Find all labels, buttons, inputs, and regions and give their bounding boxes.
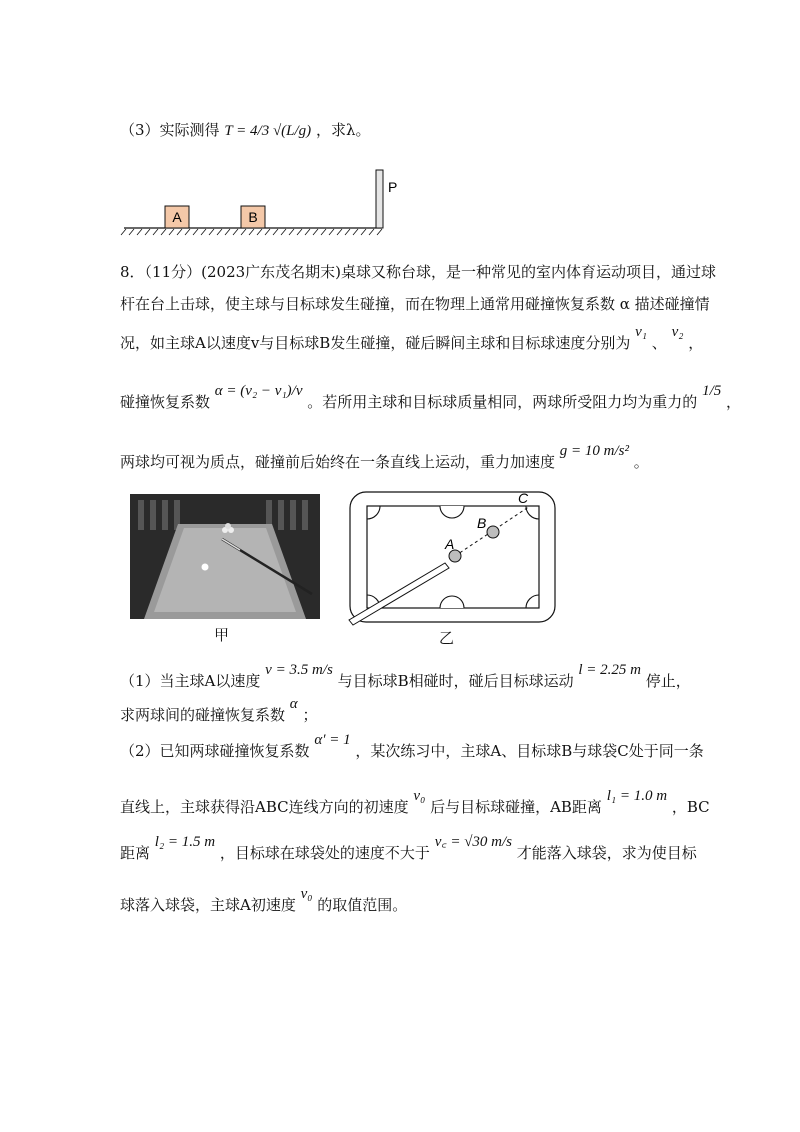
sub2-line4-text-b: 的取值范围。 bbox=[317, 896, 408, 914]
q8-line3-sep: 、 bbox=[651, 334, 667, 352]
distance-l: l = 2.25 m bbox=[578, 662, 642, 678]
q8-line4-end: ， bbox=[726, 393, 742, 411]
gravity-value: g = 10 m/s² bbox=[559, 443, 630, 459]
sub2-line4-text: 球落入球袋，主球A初速度 bbox=[120, 896, 296, 914]
q8-line4-text: 碰撞恢复系数 bbox=[120, 393, 211, 411]
q8-line1: 8．（11分）(2023广东茂名期末)桌球又称台球，是一种常见的室内体育运动项目，通过球 bbox=[120, 263, 717, 281]
label-b: B bbox=[477, 515, 487, 531]
block-b-label: B bbox=[248, 209, 258, 225]
initial-speed-v0: v₀ bbox=[413, 788, 426, 804]
sub2-line2-text-b: 后与目标球碰撞，AB距离 bbox=[430, 798, 602, 816]
sub2-line3-text-b: ，目标球在球袋处的速度不大于 bbox=[219, 844, 430, 862]
sub2-line3-text: 距离 bbox=[120, 844, 151, 862]
v1-symbol: v₁ bbox=[635, 324, 647, 340]
sub1-text-a: （1）当主球A以速度 bbox=[120, 672, 261, 690]
sub2-text-a: （2）已知两球碰撞恢复系数 bbox=[120, 742, 310, 760]
q8-line4 bbox=[120, 383, 742, 413]
q8-line3-end: ， bbox=[688, 334, 704, 352]
q3-line bbox=[120, 120, 370, 141]
q8-line2: 杆在台上击球，使主球与目标球发生碰撞，而在物理上通常用碰撞恢复系数 α 描述碰撞情 bbox=[120, 295, 710, 313]
caption-left: 甲 bbox=[214, 626, 230, 644]
v2-symbol: v₂ bbox=[671, 324, 684, 340]
sub1-line2-text: 求两球间的碰撞恢复系数 bbox=[120, 706, 286, 724]
blocks-figure bbox=[120, 165, 400, 240]
sub1-text-c: 停止， bbox=[645, 672, 691, 690]
label-a: A bbox=[445, 536, 455, 552]
q3-formula: T = 4/3 √(L/g) bbox=[224, 123, 312, 139]
q3-prefix: （3）实际测得 bbox=[120, 121, 220, 139]
caption-right: 乙 bbox=[439, 629, 455, 647]
q8-line4-text-b: 。若所用主球和目标球质量相同，两球所受阻力均为重力的 bbox=[307, 393, 698, 411]
wall-p bbox=[376, 170, 383, 228]
alpha-symbol: α bbox=[289, 696, 298, 712]
distance-l2: l₂ = 1.5 m bbox=[154, 834, 216, 850]
q8-line3 bbox=[120, 324, 704, 354]
speed-v: v = 3.5 m/s bbox=[265, 662, 333, 678]
q8-line5-text: 两球均可视为质点，碰撞前后始终在一条直线上运动，重力加速度 bbox=[120, 453, 556, 471]
wall-label: P bbox=[388, 179, 398, 195]
drag-fraction: 1/5 bbox=[702, 383, 722, 399]
sub2-line4 bbox=[120, 886, 408, 916]
label-c: C bbox=[518, 490, 529, 506]
sub2-line1 bbox=[120, 732, 704, 762]
sub1-line1 bbox=[120, 662, 691, 692]
alpha-prime: α′ = 1 bbox=[314, 732, 351, 748]
block-a-label: A bbox=[172, 209, 182, 225]
table-diagram bbox=[345, 489, 560, 629]
sub1-text-b: 与目标球B相碰时，碰后目标球运动 bbox=[337, 672, 574, 690]
sub2-line2-text: 直线上，主球获得沿ABC连线方向的初速度 bbox=[120, 798, 409, 816]
distance-l1: l₁ = 1.0 m bbox=[606, 788, 668, 804]
billiards-photo bbox=[130, 494, 320, 619]
sub2-text-b: ，某次练习中，主球A、目标球B与球袋C处于同一条 bbox=[355, 742, 704, 760]
pocket-speed-vc: v꜀ = √30 m/s bbox=[434, 834, 513, 850]
sub2-line3-text-c: 才能落入球袋，求为使目标 bbox=[516, 844, 697, 862]
q3-suffix: ，求λ。 bbox=[315, 121, 371, 139]
initial-speed-v0-b: v₀ bbox=[300, 886, 313, 902]
q8-line3-text: 况，如主球A以速度v与目标球B发生碰撞，碰后瞬间主球和目标球速度分别为 bbox=[120, 334, 631, 352]
alpha-formula: α = (v₂ − v₁)/v bbox=[214, 383, 303, 399]
sub1-line2-end: ； bbox=[302, 706, 318, 724]
q8-line5 bbox=[120, 443, 649, 473]
ball-b bbox=[487, 526, 499, 538]
sub2-line3 bbox=[120, 834, 697, 864]
sub1-line2 bbox=[120, 696, 318, 726]
sub2-line2 bbox=[120, 788, 710, 818]
q8-line5-end: 。 bbox=[633, 453, 649, 471]
sub2-line2-text-c: ，BC bbox=[671, 798, 710, 816]
